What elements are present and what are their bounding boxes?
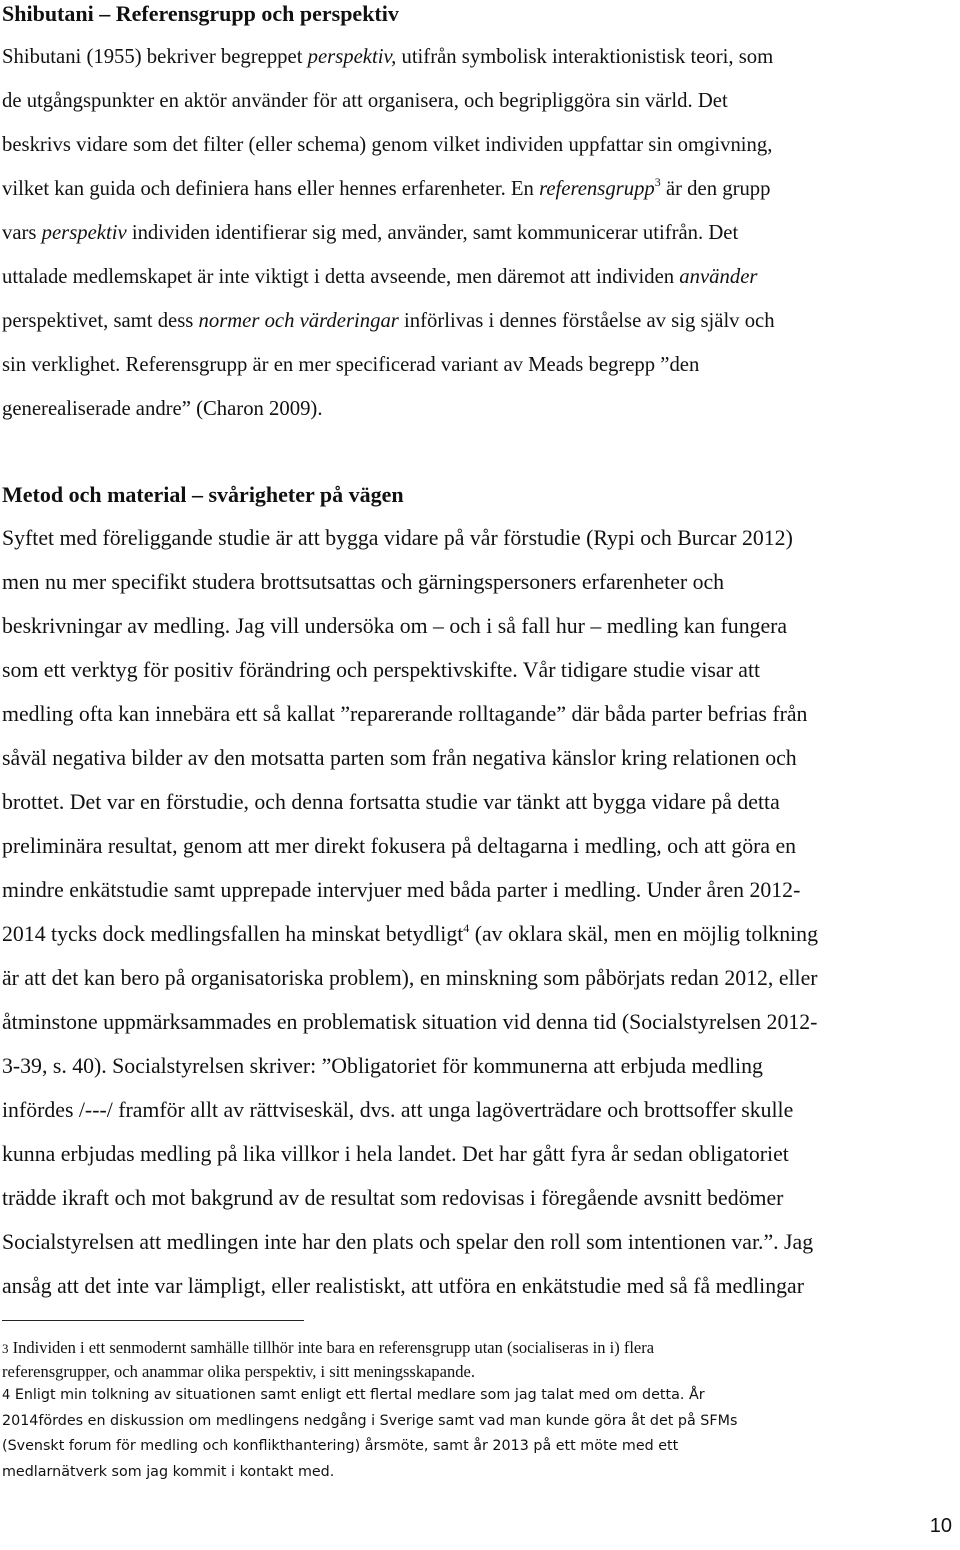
text-line [2,79,958,123]
text-run: är att det kan bero på organisatoriska problem), en minskning som påbörjats redan 2012, eller [2,966,818,990]
text-line [2,123,958,167]
text-run: preliminära resultat, genom att mer direkt fokusera på deltagarna i medling, och att göra en [2,834,797,858]
text-line [2,35,958,79]
text-line [2,648,958,692]
page-number: 10 [929,1515,952,1537]
text-run: infördes /---/ framför allt av rättviseskäl, dvs. att unga lagöverträdare och brottsoffer skulle [2,1098,794,1122]
text-line [2,780,958,824]
text-line [2,912,958,956]
text-run: kunna erbjudas medling på lika villkor i hela landet. Det har gått fyra år sedan obligatoriet [2,1142,789,1166]
text-run: Socialstyrelsen att medlingen inte har den plats och spelar den roll som intentionen var.”. Jag [2,1230,814,1254]
text-run: såväl negativa bilder av den motsatta parten som från negativa känslor kring relationen och [2,746,797,770]
text-line [2,560,958,604]
text-run: individen identifierar sig med, använder, samt kommunicerar utifrån. Det [126,222,739,244]
text-run: beskrivningar av medling. Jag vill undersöka om – och i så fall hur – medling kan fungera [2,614,788,638]
footnote-3 [2,1336,958,1383]
text-run: Shibutani (1955) bekriver begreppet [2,46,308,68]
text-line [2,1088,958,1132]
text-run: (av oklara skäl, men en möjlig tolkning [469,922,818,946]
text-run: 3-39, s. 40). Socialstyrelsen skriver: ”Obligatoriet för kommunerna att erbjuda medling [2,1054,763,1078]
text-run: brottet. Det var en förstudie, och denna fortsatta studie var tänkt att bygga vidare på detta [2,790,780,814]
section-heading-shibutani: Shibutani – Referensgrupp och perspektiv [2,1,399,26]
text-run: beskrivs vidare som det filter (eller schema) genom vilket individen uppfattar sin omgivning, [2,134,773,156]
text-run: sin verklighet. Referensgrupp är en mer specificerad variant av Meads begrepp ”den [2,354,700,376]
paragraph-metod [2,516,958,1308]
text-run: vars [2,222,42,244]
text-line [2,868,958,912]
text-line [2,956,958,1000]
emphasis-text: normer och värderingar [198,310,399,332]
text-run: vilket kan guida och definiera hans eller hennes erfarenheter. En [2,178,540,200]
paragraph-referensgrupp [2,35,958,431]
text-line [2,604,958,648]
text-run: utifrån symbolisk interaktionistisk teori, som [396,46,774,68]
text-line [2,692,958,736]
text-run: medling ofta kan innebära ett så kallat ”reparerande rolltagande” där båda parter befrias från [2,702,808,726]
text-run: trädde ikraft och mot bakgrund av de resultat som redovisas i föregående avsnitt bedömer [2,1186,784,1210]
footnote-4-line: Enligt min tolkning av situationen samt enligt ett flertal medlare som jag talat med om detta. År [14,1387,705,1403]
text-run: mindre enkätstudie samt upprepade intervjuer med båda parter i medling. Under åren 2012- [2,878,801,902]
footnote-4-number: 4 [2,1388,11,1403]
text-run: som ett verktyg för positiv förändring och perspektivskifte. Vår tidigare studie visar att [2,658,761,682]
section-heading-metod: Metod och material – svårigheter på vägen [2,482,404,507]
text-run: införlivas i dennes förståelse av sig själv och [398,310,775,332]
text-run: Syftet med föreliggande studie är att bygga vidare på vår förstudie (Rypi och Burcar 2012) [2,526,793,550]
footnote-4-line: medlarnätverk som jag kommit i kontakt med. [2,1463,335,1480]
footnote-4 [2,1383,958,1485]
emphasis-text: perspektiv, [307,46,397,68]
text-run: åtminstone uppmärksammades en problematisk situation vid denna tid (Socialstyrelsen 2012- [2,1010,818,1034]
text-line [2,343,958,387]
text-run: de utgångspunkter en aktör använder för att organisera, och begripliggöra sin värld. Det [2,90,728,112]
text-line [2,1000,958,1044]
text-line [2,1044,958,1088]
footnote-separator [2,1320,304,1321]
text-line [2,255,958,299]
text-run: ansåg att det inte var lämpligt, eller realistiskt, att utföra en enkätstudie med så få medlingar [2,1274,804,1298]
text-line [2,387,958,431]
text-run: 2014 tycks dock medlingsfallen ha minskat betydligt [2,922,464,946]
footnote-3-line: referensgrupper, och anammar olika perspektiv, i sitt meningsskapande. [2,1362,475,1381]
text-line [2,1264,958,1308]
text-line [2,736,958,780]
text-run: uttalade medlemskapet är inte viktigt i detta avseende, men däremot att individen [2,266,680,288]
footnote-3-number: 3 [2,1341,9,1356]
text-line [2,211,958,255]
emphasis-text: perspektiv [41,222,127,244]
text-line [2,1220,958,1264]
emphasis-text: använder [679,266,758,288]
footnote-3-line: Individen i ett senmodernt samhälle tillhör inte bara en referensgrupp utan (socialiseras in i) flera [12,1338,655,1357]
text-line [2,167,958,211]
text-line [2,824,958,868]
text-line [2,299,958,343]
text-run: är den grupp [660,178,771,200]
text-line [2,1176,958,1220]
text-line [2,1132,958,1176]
text-run: perspektivet, samt dess [2,310,199,332]
footnote-reference: 4 [463,921,470,935]
emphasis-text: referensgrupp [539,178,655,200]
text-line [2,516,958,560]
text-run: generealiserade andre” (Charon 2009). [2,398,323,420]
footnote-4-line: (Svenskt forum för medling och konflikthantering) årsmöte, samt år 2013 på ett möte med ett [2,1438,679,1454]
footnote-4-line: 2014fördes en diskussion om medlingens nedgång i Sverige samt vad man kunde göra åt det på SFMs [2,1412,738,1429]
text-run: men nu mer specifikt studera brottsutsattas och gärningspersoners erfarenheter och [2,570,725,594]
footnote-reference: 3 [654,175,661,189]
